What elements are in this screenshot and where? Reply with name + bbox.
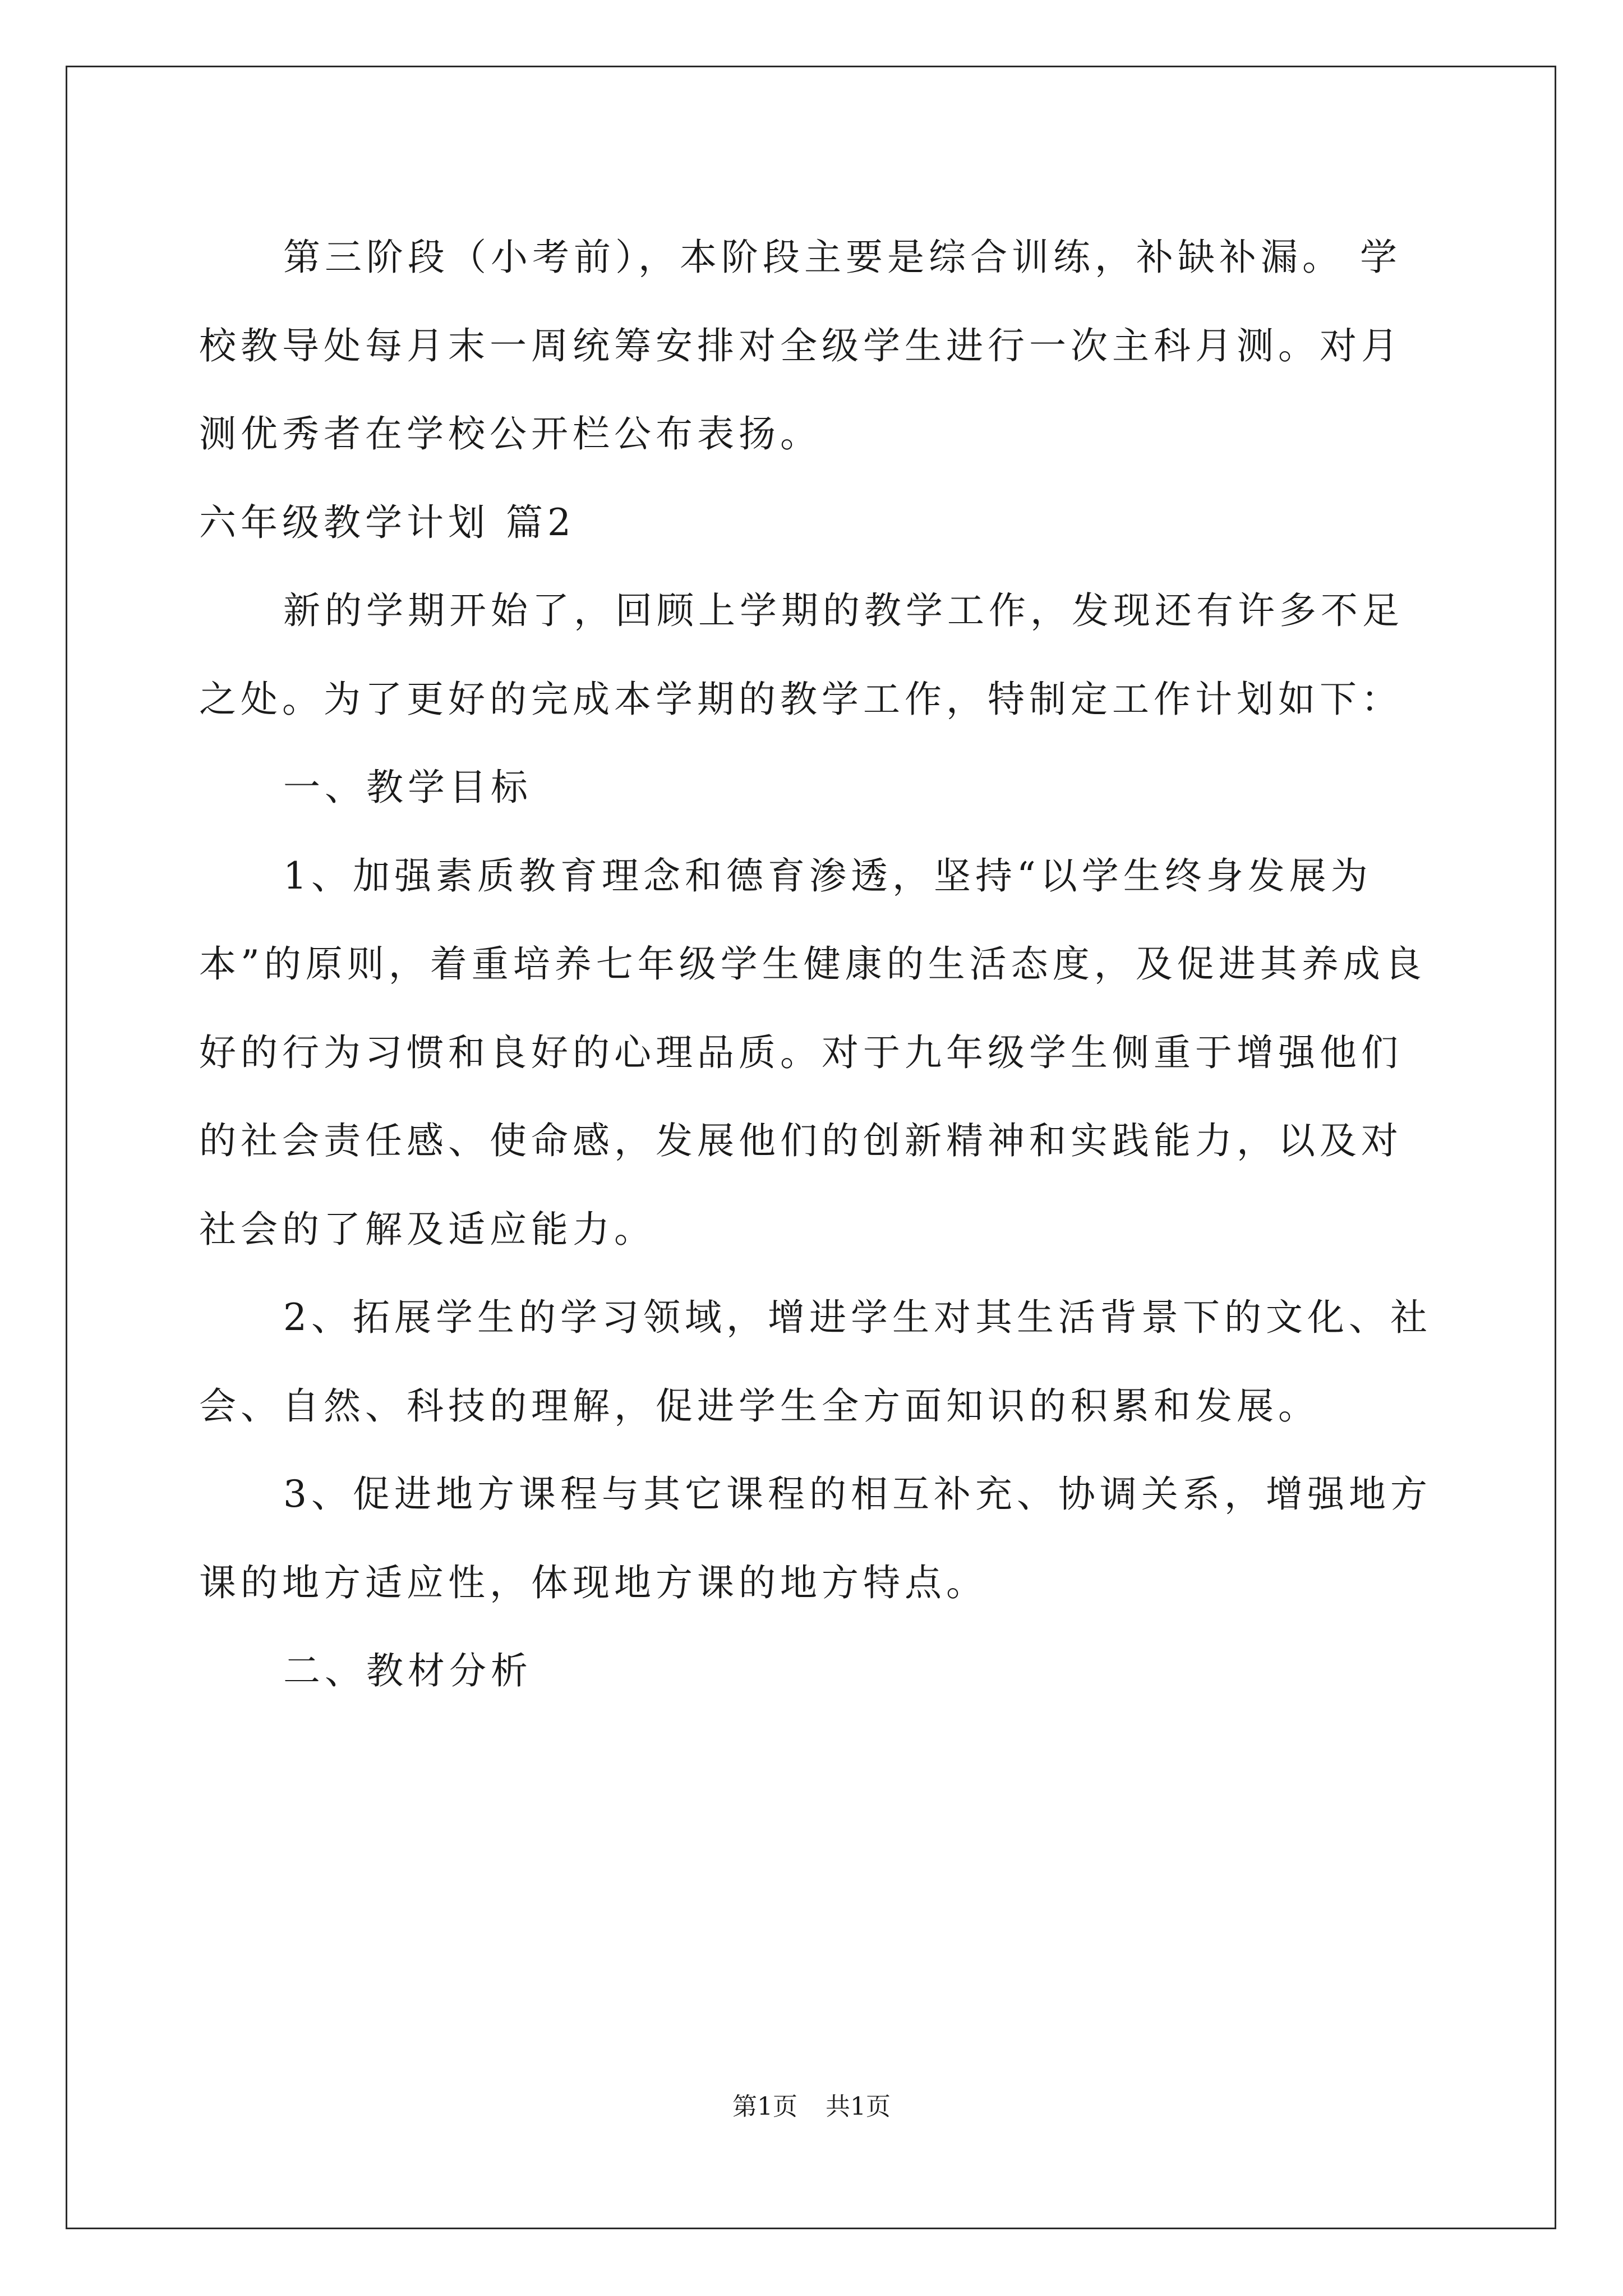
paragraph-intro: 新的学期开始了，回顾上学期的教学工作，发现还有许多不足之处。为了更好的完成本学期的教学工作，特制定工作计划如下： xyxy=(199,589,1404,721)
heading-textbook-analysis: 二、教材分析 xyxy=(283,1649,532,1692)
paragraph-goal-2: 2、拓展学生的学习领域，增进学生对其生活背景下的文化、社会、自然、科技的理解，促进学生全方面知识的积累和发展。 xyxy=(199,1296,1432,1428)
paragraph-goal-3: 3、促进地方课程与其它课程的相互补充、协调关系，增强地方课的地方适应性，体现地方课的地方特点。 xyxy=(199,1473,1432,1604)
paragraph-stage-three: 第三阶段（小考前），本阶段主要是综合训练，补缺补漏。 学校教导处每月末一周统筹安排对全级学生进行一次主科月测。对月测优秀者在学校公开栏公布表扬。 xyxy=(199,236,1403,455)
page-total: 共1页 xyxy=(826,2092,891,2121)
paragraph-goal-1: 1、加强素质教育理念和德育渗透，坚持“以学生终身发展为本”的原则，着重培养七年级学生健康的生活态度，及促进其养成良好的行为习惯和良好的心理品质。对于九年级学生侧重于增强他们的社会责任感、使命感，发展他们的创新精神和实践能力，以及对社会的了解及适应能力。 xyxy=(199,854,1426,1251)
heading-teaching-goals: 一、教学目标 xyxy=(283,766,532,809)
document-body xyxy=(199,213,1438,1715)
page-footer xyxy=(0,2090,1623,2124)
page-number: 第1页 xyxy=(732,2092,797,2121)
section-heading-plan-2: 六年级教学计划 篇2 xyxy=(199,500,575,544)
